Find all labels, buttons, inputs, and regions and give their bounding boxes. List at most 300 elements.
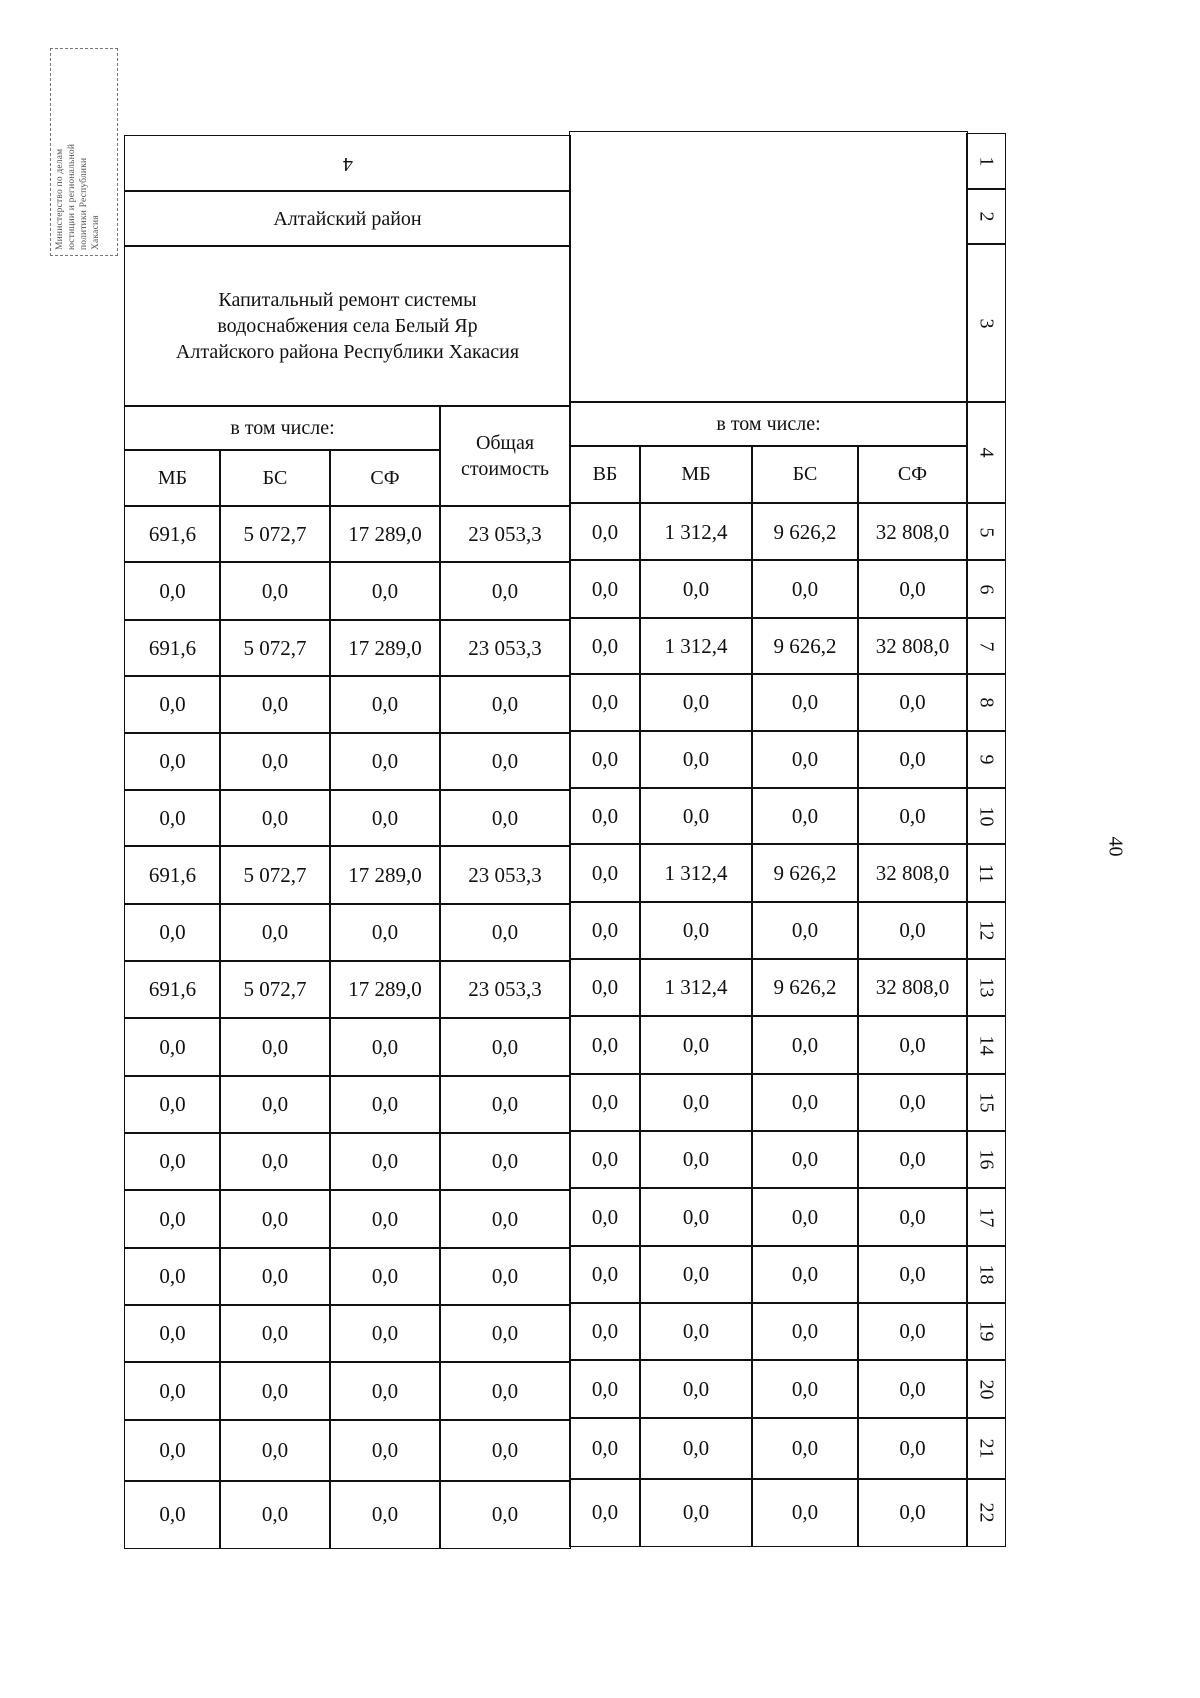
side-number-cell: [966, 787, 1006, 845]
table-cell: [439, 1304, 571, 1363]
table-cell-text: 0,0: [899, 1436, 926, 1460]
table-cell: [124, 903, 221, 962]
table-cell: [219, 960, 331, 1019]
table-cell-text: 17 289,0: [348, 862, 422, 887]
table-cell: [439, 1075, 571, 1134]
table-cell-text: 0,0: [791, 1032, 819, 1057]
table-cell-text: 0,0: [682, 1262, 710, 1286]
stamp-line: политики Республики: [79, 157, 89, 250]
table-cell-text: 0,0: [591, 1319, 619, 1343]
table-cell-text: 0,0: [491, 1502, 519, 1526]
table-cell: [329, 903, 441, 962]
table-cell-text: 9 626,2: [773, 975, 837, 999]
table-cell: [219, 1132, 331, 1191]
table-cell-text: 0,0: [591, 1500, 619, 1524]
table-cell-text: 0,0: [261, 1438, 289, 1462]
side-number-cell: [966, 1302, 1006, 1361]
table-cell-text: 32 808,0: [875, 633, 950, 658]
table-cell-text: 17 289,0: [348, 635, 422, 660]
table-cell: [329, 1304, 441, 1363]
table-cell-text: 691,6: [148, 977, 197, 1001]
table-cell: [639, 1187, 753, 1247]
table-cell: [639, 503, 753, 561]
table-cell-text: 0,0: [371, 1438, 399, 1462]
table-cell-text: 0,0: [791, 576, 819, 601]
table-cell: [751, 1302, 859, 1361]
table-cell: [124, 1017, 221, 1077]
table-cell-text: 0,0: [791, 1376, 819, 1401]
table-cell-text: 0,0: [899, 1032, 926, 1057]
table-cell-text: 0,0: [682, 690, 710, 714]
side-number-cell: [966, 133, 1006, 190]
side-number-text: 3: [975, 318, 998, 328]
table-cell-text: 0,0: [682, 747, 710, 771]
table-cell-text: 0,0: [591, 1204, 619, 1229]
table-cell: [857, 559, 968, 619]
table-cell-text: 0,0: [591, 633, 619, 658]
side-number-text: 4: [975, 447, 998, 457]
table-cell: [329, 505, 441, 563]
table-cell: [857, 673, 968, 732]
table-cell: [857, 730, 968, 789]
table-cell: [751, 1245, 859, 1304]
table-cell-text: 32 808,0: [875, 860, 950, 885]
table-cell: [124, 1075, 221, 1134]
table-cell-text: 0,0: [899, 747, 926, 771]
table-cell-text: 0,0: [261, 1264, 289, 1288]
including-right-cell-text: в том числе:: [716, 413, 821, 435]
table-cell: [124, 1361, 221, 1421]
table-cell: [569, 1302, 641, 1361]
table-cell: [639, 843, 753, 903]
table-cell-text: 0,0: [591, 1436, 619, 1460]
table-cell: [751, 901, 859, 960]
side-number-cell: [966, 559, 1006, 619]
table-cell-text: 0,0: [899, 918, 926, 942]
table-cell-text: 0,0: [791, 1147, 819, 1171]
table-cell: [219, 561, 331, 621]
financing-table: [125, 136, 1005, 1579]
table-cell-text: 0,0: [491, 749, 519, 773]
table-cell: [219, 1419, 331, 1482]
table-cell: [219, 1075, 331, 1134]
table-cell: [219, 732, 331, 791]
side-number-text: 18: [975, 1264, 998, 1285]
side-number-text: 20: [975, 1379, 998, 1399]
table-cell-text: 0,0: [591, 1147, 619, 1171]
table-cell: [639, 559, 753, 619]
table-cell-text: 0,0: [261, 749, 289, 773]
table-cell: [439, 1189, 571, 1249]
table-cell-text: 17 289,0: [348, 521, 422, 546]
stamp-line: юстиции и региональной: [67, 143, 77, 250]
table-cell: [751, 843, 859, 903]
table-cell-text: 0,0: [159, 1502, 186, 1526]
table-cell-text: 0,0: [791, 747, 819, 771]
table-cell: [569, 730, 641, 789]
column-header-2: [329, 449, 441, 507]
table-cell: [219, 619, 331, 677]
table-cell: [569, 1187, 641, 1247]
side-number-cell: [966, 401, 1006, 503]
table-cell-text: 0,0: [682, 1376, 710, 1401]
table-cell: [639, 617, 753, 675]
table-cell: [124, 845, 221, 905]
table-cell: [124, 1189, 221, 1249]
side-number-cell: [966, 617, 1006, 675]
column-header-1-text: БС: [262, 467, 288, 489]
table-cell-text: 0,0: [159, 1034, 186, 1059]
table-cell-text: 0,0: [591, 519, 619, 544]
table-cell-text: 23 053,3: [468, 521, 542, 546]
column-header-right-0-text: ВБ: [592, 463, 618, 485]
table-cell-text: 1 312,4: [664, 519, 728, 544]
table-cell: [857, 1187, 968, 1247]
stamp-line: Хакасия: [91, 215, 101, 250]
table-cell-text: 0,0: [791, 1262, 819, 1286]
table-cell: [329, 1480, 441, 1549]
table-cell-text: 9 626,2: [773, 519, 837, 544]
side-number-cell: [966, 1130, 1006, 1189]
table-cell-text: 32 808,0: [875, 519, 950, 544]
table-cell-text: 0,0: [791, 690, 819, 714]
side-number-text: 22: [975, 1502, 998, 1523]
registration-stamp-text: [50, 48, 118, 256]
table-cell: [329, 732, 441, 791]
table-cell-text: 0,0: [682, 1436, 710, 1460]
table-cell-text: 0,0: [159, 749, 186, 773]
table-cell-text: 0,0: [791, 1500, 819, 1524]
total-cost-cell-text: Общая стоимость: [461, 432, 549, 480]
table-cell: [751, 559, 859, 619]
table-cell: [639, 787, 753, 845]
side-number-cell: [966, 503, 1006, 561]
table-cell: [639, 1359, 753, 1419]
table-cell: [639, 1478, 753, 1547]
table-cell: [329, 675, 441, 734]
table-cell: [329, 1189, 441, 1249]
side-number-cell: [966, 1417, 1006, 1480]
side-number-text: 13: [975, 977, 998, 998]
table-cell-text: 0,0: [491, 805, 519, 830]
table-cell: [639, 958, 753, 1017]
table-cell-text: 0,0: [371, 1034, 399, 1059]
table-cell: [857, 958, 968, 1017]
table-cell-text: 5 072,7: [243, 521, 307, 546]
table-cell: [439, 561, 571, 621]
table-cell: [569, 1478, 641, 1547]
table-cell: [751, 1478, 859, 1547]
side-number-text: 17: [975, 1207, 998, 1227]
column-header-0: [124, 449, 221, 507]
project-name-cell: [124, 245, 571, 407]
table-cell: [569, 1359, 641, 1419]
table-cell: [569, 673, 641, 732]
table-cell: [857, 1245, 968, 1304]
table-cell-text: 0,0: [261, 1149, 289, 1173]
side-number-text: 19: [975, 1321, 998, 1342]
table-cell: [857, 1478, 968, 1547]
table-cell: [569, 958, 641, 1017]
table-cell: [124, 1132, 221, 1191]
table-cell: [124, 1419, 221, 1482]
column-header-right-2: [751, 445, 859, 503]
table-cell: [569, 1417, 641, 1480]
table-cell: [751, 617, 859, 675]
table-cell: [751, 503, 859, 561]
table-cell: [639, 1073, 753, 1132]
table-cell-text: 0,0: [261, 1034, 289, 1059]
side-number-text: 12: [975, 920, 998, 941]
table-cell: [439, 1480, 571, 1549]
column-header-right-1-text: МБ: [681, 463, 711, 485]
table-cell: [329, 1361, 441, 1421]
table-cell-text: 0,0: [791, 1436, 819, 1460]
table-cell: [857, 901, 968, 960]
table-cell-text: 1 312,4: [664, 633, 728, 658]
table-cell-text: 23 053,3: [468, 635, 542, 660]
table-cell-text: 0,0: [371, 1092, 399, 1116]
table-cell: [124, 505, 221, 563]
table-cell: [124, 1304, 221, 1363]
table-cell: [857, 1417, 968, 1480]
table-cell-text: 0,0: [371, 805, 399, 830]
table-cell: [124, 732, 221, 791]
table-cell: [751, 1015, 859, 1075]
table-cell: [569, 843, 641, 903]
table-cell-text: 0,0: [491, 578, 519, 603]
table-cell-text: 0,0: [591, 1032, 619, 1057]
table-cell: [329, 1132, 441, 1191]
table-cell: [439, 675, 571, 734]
table-cell: [569, 559, 641, 619]
page-number: 40: [1104, 836, 1127, 857]
table-cell-text: 0,0: [159, 805, 186, 830]
table-cell-text: 0,0: [159, 1378, 186, 1403]
table-cell-text: 0,0: [491, 1206, 519, 1231]
table-cell-text: 0,0: [159, 1092, 186, 1116]
table-cell: [857, 1359, 968, 1419]
column-header-0-text: МБ: [157, 467, 188, 489]
table-cell-text: 0,0: [899, 1204, 926, 1229]
side-number-text: 5: [975, 527, 998, 537]
side-number-text: 15: [975, 1092, 998, 1113]
table-cell: [329, 845, 441, 905]
table-cell-text: 691,6: [148, 521, 197, 546]
column-header-right-1: [639, 445, 753, 503]
table-cell-text: 0,0: [491, 1264, 519, 1288]
table-cell: [569, 901, 641, 960]
table-cell: [857, 617, 968, 675]
side-number-cell: [966, 843, 1006, 903]
table-cell: [329, 561, 441, 621]
side-number-text: 1: [975, 156, 998, 167]
table-cell: [439, 1017, 571, 1077]
table-cell-text: 0,0: [371, 692, 399, 716]
table-cell: [569, 503, 641, 561]
side-number-cell: [966, 673, 1006, 732]
table-cell: [124, 561, 221, 621]
including-right-cell: [569, 401, 968, 447]
table-cell-text: 0,0: [682, 1319, 710, 1343]
table-cell-text: 0,0: [791, 1204, 819, 1229]
table-cell-text: 0,0: [261, 1321, 289, 1345]
project-name-line: водоснабжения села Белый Яр: [217, 315, 478, 337]
table-cell: [639, 901, 753, 960]
table-cell: [751, 1073, 859, 1132]
table-cell-text: 0,0: [491, 1321, 519, 1345]
side-number-cell: [966, 1359, 1006, 1419]
table-cell-text: 0,0: [899, 690, 926, 714]
table-cell: [751, 1359, 859, 1419]
table-cell-text: 0,0: [371, 749, 399, 773]
table-cell-text: 0,0: [371, 1149, 399, 1173]
table-cell-text: 0,0: [159, 692, 186, 716]
table-cell-text: 0,0: [791, 918, 819, 942]
side-number-cell: [966, 730, 1006, 789]
table-cell: [439, 903, 571, 962]
table-cell-text: 0,0: [159, 920, 186, 944]
side-number-text: 7: [975, 641, 998, 651]
table-cell-text: 0,0: [159, 578, 186, 603]
side-number-text: 21: [975, 1438, 998, 1459]
table-cell-text: 0,0: [261, 578, 289, 603]
table-cell: [751, 1187, 859, 1247]
side-number-text: 10: [975, 806, 998, 826]
table-cell-text: 0,0: [371, 1264, 399, 1288]
table-cell-text: 0,0: [491, 1034, 519, 1059]
table-cell: [569, 1130, 641, 1189]
table-cell: [219, 1304, 331, 1363]
table-cell: [124, 960, 221, 1019]
side-number-cell: [966, 1478, 1006, 1547]
side-number-cell: [966, 958, 1006, 1017]
table-cell-text: 0,0: [261, 1206, 289, 1231]
table-cell: [639, 1015, 753, 1075]
district-cell: [124, 190, 571, 247]
table-cell-text: 0,0: [591, 975, 619, 999]
table-cell-text: 0,0: [682, 1500, 710, 1524]
table-cell: [857, 1073, 968, 1132]
table-cell-text: 0,0: [261, 920, 289, 944]
table-cell: [751, 1417, 859, 1480]
column-header-2-text: СФ: [370, 467, 400, 489]
table-cell: [124, 675, 221, 734]
side-number-text: 9: [975, 754, 998, 765]
column-header-right-2-text: БС: [792, 463, 818, 485]
table-cell: [219, 1189, 331, 1249]
table-cell-text: 0,0: [591, 747, 619, 771]
table-cell: [751, 673, 859, 732]
table-cell: [124, 1247, 221, 1306]
table-cell-text: 0,0: [261, 692, 289, 716]
side-number-cell: [966, 1187, 1006, 1247]
table-cell: [439, 960, 571, 1019]
table-cell: [439, 505, 571, 563]
table-cell-text: 0,0: [591, 803, 619, 828]
table-cell-text: 1 312,4: [664, 860, 728, 885]
column-header-right-3: [857, 445, 968, 503]
table-cell: [219, 903, 331, 962]
total-cost-cell: [439, 405, 571, 507]
table-cell: [857, 1015, 968, 1075]
table-cell-text: 32 808,0: [875, 975, 950, 999]
table-cell-text: 5 072,7: [243, 977, 307, 1001]
table-cell: [219, 1361, 331, 1421]
column-number-cell-text: 4: [342, 152, 353, 175]
table-cell: [569, 1073, 641, 1132]
table-cell: [569, 617, 641, 675]
column-number-cell: [124, 135, 571, 192]
table-cell: [569, 1015, 641, 1075]
side-number-text: 11: [975, 863, 998, 883]
side-number-cell: [966, 243, 1006, 403]
table-cell-text: 0,0: [159, 1438, 186, 1462]
table-cell: [751, 1130, 859, 1189]
table-cell-text: 23 053,3: [468, 862, 542, 887]
empty-header-block: [569, 131, 968, 403]
table-cell-text: 0,0: [682, 576, 710, 601]
side-number-cell: [966, 1073, 1006, 1132]
column-header-1: [219, 449, 331, 507]
including-left-cell-text: в том числе:: [230, 417, 335, 439]
table-cell-text: 0,0: [899, 1319, 926, 1343]
table-cell-text: 0,0: [682, 1204, 710, 1229]
table-cell-text: 0,0: [159, 1264, 186, 1288]
table-cell-text: 1 312,4: [664, 975, 728, 999]
table-cell: [857, 1130, 968, 1189]
table-cell: [751, 730, 859, 789]
table-cell-text: 0,0: [591, 1090, 619, 1114]
side-number-cell: [966, 1015, 1006, 1075]
side-number-text: 6: [975, 584, 998, 594]
including-left-cell: [124, 405, 441, 451]
table-cell: [439, 619, 571, 677]
table-cell: [439, 1361, 571, 1421]
table-cell: [439, 789, 571, 847]
table-cell-text: 0,0: [371, 578, 399, 603]
table-cell-text: 0,0: [591, 1376, 619, 1401]
table-cell: [329, 1247, 441, 1306]
table-cell: [219, 789, 331, 847]
stamp-line: Министерство по делам: [55, 148, 65, 250]
table-cell: [219, 1017, 331, 1077]
table-cell-text: 0,0: [899, 1500, 926, 1524]
table-cell-text: 0,0: [791, 1319, 819, 1343]
table-cell-text: 0,0: [491, 1378, 519, 1403]
table-cell-text: 0,0: [491, 1438, 519, 1462]
table-cell-text: 0,0: [261, 1092, 289, 1116]
table-cell: [329, 789, 441, 847]
table-cell: [219, 845, 331, 905]
table-cell-text: 0,0: [159, 1149, 186, 1173]
table-cell: [639, 1130, 753, 1189]
table-cell-text: 0,0: [591, 918, 619, 942]
column-header-right-3-text: СФ: [897, 463, 928, 485]
table-cell: [329, 1075, 441, 1134]
table-cell-text: 0,0: [261, 805, 289, 830]
table-cell-text: 0,0: [682, 803, 710, 828]
table-cell-text: 0,0: [371, 920, 399, 944]
table-cell: [639, 1245, 753, 1304]
table-cell: [639, 1302, 753, 1361]
table-cell-text: 0,0: [491, 692, 519, 716]
table-cell-text: 0,0: [261, 1378, 289, 1403]
table-cell: [219, 505, 331, 563]
side-number-text: 16: [975, 1149, 998, 1170]
table-cell-text: 691,6: [148, 862, 197, 887]
table-cell-text: 0,0: [159, 1321, 186, 1345]
